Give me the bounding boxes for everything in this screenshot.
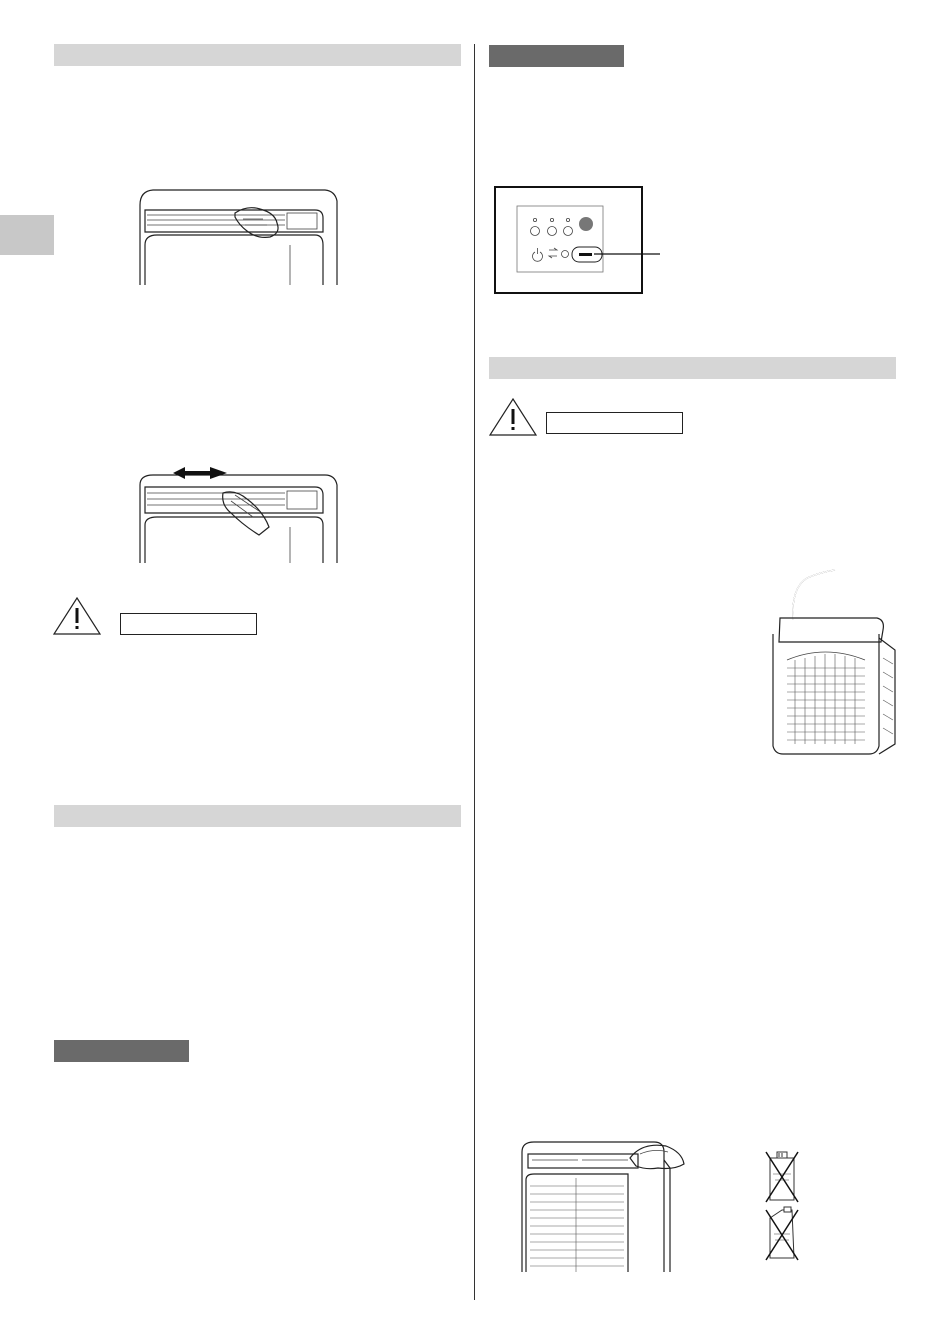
no-benzine-can-icon (764, 1150, 800, 1204)
no-solvent-can-icon (762, 1206, 802, 1262)
section-header-bar-right (489, 357, 896, 379)
caution-label-box (546, 412, 683, 434)
section-header-bar-1 (54, 44, 461, 66)
caution-label-box (120, 613, 257, 635)
warning-triangle-icon (488, 397, 538, 437)
control-panel-figure (494, 186, 664, 296)
cleaning-unit-illustration (518, 1140, 688, 1275)
unplugged-unit-illustration (765, 568, 900, 758)
section-header-bar-2 (54, 805, 461, 827)
page-side-tab (0, 215, 54, 255)
column-divider (474, 44, 475, 1300)
subsection-header-bar-right (489, 45, 624, 67)
subsection-header-bar (54, 1040, 189, 1062)
louver-adjust-illustration (135, 185, 345, 290)
louver-slide-illustration (135, 465, 345, 565)
warning-triangle-icon (52, 596, 102, 636)
